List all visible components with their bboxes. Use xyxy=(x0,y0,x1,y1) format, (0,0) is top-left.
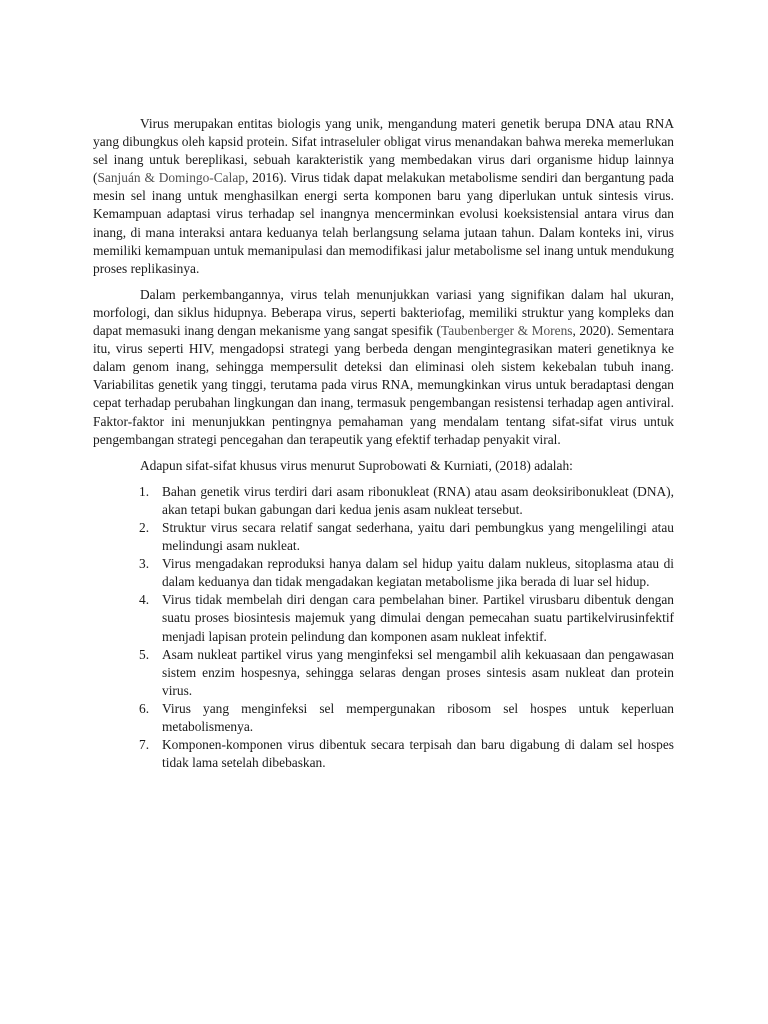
list-intro: Adapun sifat-sifat khusus virus menurut Suprobowati & Kurniati, (2018) adalah: xyxy=(140,457,573,473)
list-item xyxy=(93,736,674,772)
list-item-number: 6. xyxy=(139,700,150,716)
list-item-number: 2. xyxy=(139,519,150,535)
list-item-number: 7. xyxy=(139,737,150,753)
list-item xyxy=(93,483,674,519)
list-item-text: Virus yang menginfeksi sel mempergunakan ribosom sel hospes untuk keperluan metabolismenya. xyxy=(162,700,674,734)
virus-traits-list xyxy=(93,483,674,773)
list-item-text: Asam nukleat partikel virus yang menginfeksi sel mengambil alih kekuasaan dan pengawasan sistem enzim hospesnya, sehingga selaras dengan proses sintesis asam nukleat dan protein virus. xyxy=(162,646,674,698)
paragraph-1 xyxy=(93,115,674,278)
list-item xyxy=(93,646,674,700)
document-page xyxy=(93,115,674,772)
paragraph-2-text-before: Dalam perkembangannya, virus telah menunjukkan variasi yang signifikan dalam hal ukuran, morfologi, dan siklus hidupnya. Beberapa virus, seperti bakteriofag, memiliki struktur yang kompleks dan dapat memasuki inang dengan mekanisme yang sangat spesifik ( xyxy=(93,286,674,339)
citation-sanjuan: Sanjuán & Domingo-Calap xyxy=(97,170,245,186)
list-item-text: Virus tidak membelah diri dengan cara pembelahan biner. Partikel virusbaru dibentuk dengan suatu proses biosintesis majemuk yang dimulai dengan pemecahan suatu partikelvirusinfektif menjadi lapisan protein pelindung dan komponen asam nukleat infektif. xyxy=(162,592,674,644)
paragraph-1-text-before: Virus merupakan entitas biologis yang unik, mengandung materi genetik berupa DNA atau RNA yang dibungkus oleh kapsid protein. Sifat intraseluler obligat virus menandakan bahwa mereka memerlukan sel inang untuk bereplikasi, sebuah karakteristik yang membedakan virus dari organisme hidup lainnya ( xyxy=(93,116,674,186)
list-item-number: 3. xyxy=(139,556,150,572)
list-item xyxy=(93,519,674,555)
list-item-number: 5. xyxy=(139,646,150,662)
list-item-text: Komponen-komponen virus dibentuk secara terpisah dan baru digabung di dalam sel hospes tidak lama setelah dibebaskan. xyxy=(162,737,674,771)
paragraph-1-text-after: , 2016). Virus tidak dapat melakukan metabolisme sendiri dan bergantung pada mesin sel inang untuk menghasilkan energi serta komponen baru yang diperlukan untuk sintesis virus. Kemampuan adaptasi virus terhadap sel inangnya mencerminkan evolusi koeksistensial antara virus dan inang, di mana interaksi antara keduanya telah berlangsung selama jutaan tahun. Dalam konteks ini, virus memiliki kemampuan untuk memanipulasi dan memodifikasi jalur metabolisme sel inang untuk mendukung proses replikasinya. xyxy=(93,170,674,276)
citation-taubenberger: Taubenberger & Morens xyxy=(440,323,573,339)
list-item-text: Struktur virus secara relatif sangat sederhana, yaitu dari pembungkus yang mengelilingi atau melindungi asam nukleat. xyxy=(162,519,674,554)
list-item-text: Virus mengadakan reproduksi hanya dalam sel hidup yaitu dalam nukleus, sitoplasma atau di dalam keduanya dan tidak mengadakan kegiatan metabolisme jika berada di luar sel hidup. xyxy=(162,556,674,590)
list-item xyxy=(93,591,674,645)
list-item xyxy=(93,555,674,591)
paragraph-2 xyxy=(93,286,674,449)
paragraph-2-text-after: , 2020). Sementara itu, virus seperti HIV, mengadopsi strategi yang berbeda dengan mengintegrasikan materi genetiknya ke dalam genom inang, sehingga mempersulit deteksi dan eliminasi oleh sistem kekebalan tubuh inang. Variabilitas genetik yang tinggi, terutama pada virus RNA, memungkinkan virus untuk beradaptasi dengan cepat terhadap perubahan lingkungan dan inang, termasuk pengembangan resistensi terhadap agen antiviral. Faktor-faktor ini menunjukkan pentingnya pemahaman yang mendalam tentang sifat-sifat virus untuk pengembangan strategi pencegahan dan terapeutik yang efektif terhadap penyakit viral. xyxy=(93,323,674,447)
list-item-number: 4. xyxy=(139,592,150,608)
list-item xyxy=(93,700,674,736)
list-item-number: 1. xyxy=(139,483,150,499)
list-item-text: Bahan genetik virus terdiri dari asam ribonukleat (RNA) atau asam deoksiribonukleat (DNA), akan tetapi bukan gabungan dari kedua jenis asam nukleat tersebut. xyxy=(162,483,674,517)
